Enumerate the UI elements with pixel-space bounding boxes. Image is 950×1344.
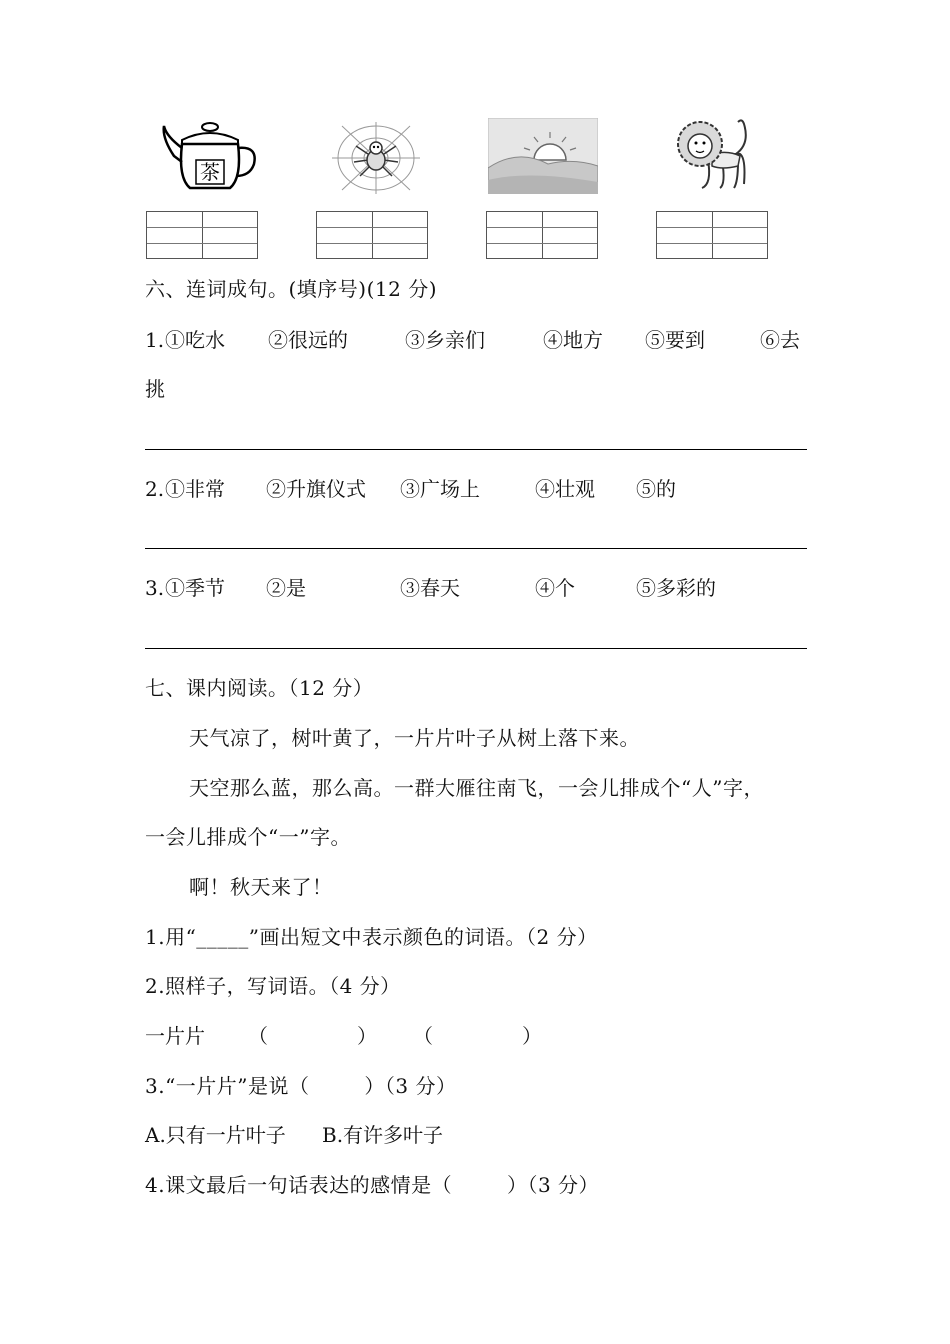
q3-option: ②是 <box>266 576 306 600</box>
q2-option: ⑤的 <box>636 477 676 501</box>
q3-option: ③春天 <box>400 576 460 600</box>
teapot-char: 茶 <box>200 160 220 184</box>
q2-number: 2. <box>145 477 165 501</box>
section7-title: 七、课内阅读。（12 分） <box>145 676 374 700</box>
option-b[interactable]: B.有许多叶子 <box>322 1123 444 1147</box>
reading-paragraph-2-line-2: 一会儿排成个“一”字。 <box>145 825 351 849</box>
sunrise-picture <box>488 118 598 194</box>
spider-icon <box>330 120 422 196</box>
word-blank-2[interactable]: （ ） <box>413 1024 543 1048</box>
lion-picture <box>672 114 752 194</box>
option-a[interactable]: A.只有一片叶子 <box>145 1123 286 1147</box>
q1-option: ②很远的 <box>268 328 348 352</box>
sunrise-icon <box>488 118 598 194</box>
q2-option: ①非常 <box>165 477 225 501</box>
answer-line-3[interactable] <box>145 648 807 649</box>
reading-paragraph-1: 天气凉了，树叶黄了，一片片叶子从树上落下来。 <box>189 726 640 750</box>
q2-option: ③广场上 <box>400 477 480 501</box>
reading-question-3: 3.“一片片”是说（ ）（3 分） <box>145 1074 457 1098</box>
q3-option: ①季节 <box>165 576 225 600</box>
q2-option: ④壮观 <box>535 477 595 501</box>
q1-option: ③乡亲们 <box>405 328 485 352</box>
q2-option: ②升旗仪式 <box>266 477 366 501</box>
q1-option: ⑥去 <box>760 328 800 352</box>
writing-grid-4[interactable] <box>656 211 768 259</box>
q1-option-wrap: 挑 <box>145 377 165 401</box>
q1-option: ④地方 <box>543 328 603 352</box>
answer-line-1[interactable] <box>145 449 807 450</box>
reading-paragraph-3: 啊！秋天来了！ <box>189 875 333 899</box>
word-example: 一片片 <box>145 1024 205 1048</box>
q3-option: ⑤多彩的 <box>636 576 716 600</box>
q3-option: ④个 <box>535 576 575 600</box>
q3-number: 3. <box>145 576 165 600</box>
reading-question-1: 1.用“_____”画出短文中表示颜色的词语。（2 分） <box>145 925 598 949</box>
teapot-picture <box>160 118 260 194</box>
reading-question-2: 2.照样子，写词语。（4 分） <box>145 974 401 998</box>
section6-title: 六、连词成句。(填序号)(12 分) <box>145 277 438 301</box>
q1-option: ⑤要到 <box>645 328 705 352</box>
answer-line-2[interactable] <box>145 548 807 549</box>
writing-grid-3[interactable] <box>486 211 598 259</box>
reading-question-4: 4.课文最后一句话表达的感情是（ ）（3 分） <box>145 1173 600 1197</box>
q1-option: ①吃水 <box>165 328 225 352</box>
q1-number: 1. <box>145 328 165 352</box>
word-blank-1[interactable]: （ ） <box>248 1024 378 1048</box>
writing-grid-2[interactable] <box>316 211 428 259</box>
writing-grid-1[interactable] <box>146 211 258 259</box>
lion-icon <box>672 114 752 194</box>
reading-paragraph-2-line-1: 天空那么蓝，那么高。一群大雁往南飞，一会儿排成个“人”字， <box>189 776 764 800</box>
teapot-icon <box>160 118 260 194</box>
spider-picture <box>330 120 422 196</box>
